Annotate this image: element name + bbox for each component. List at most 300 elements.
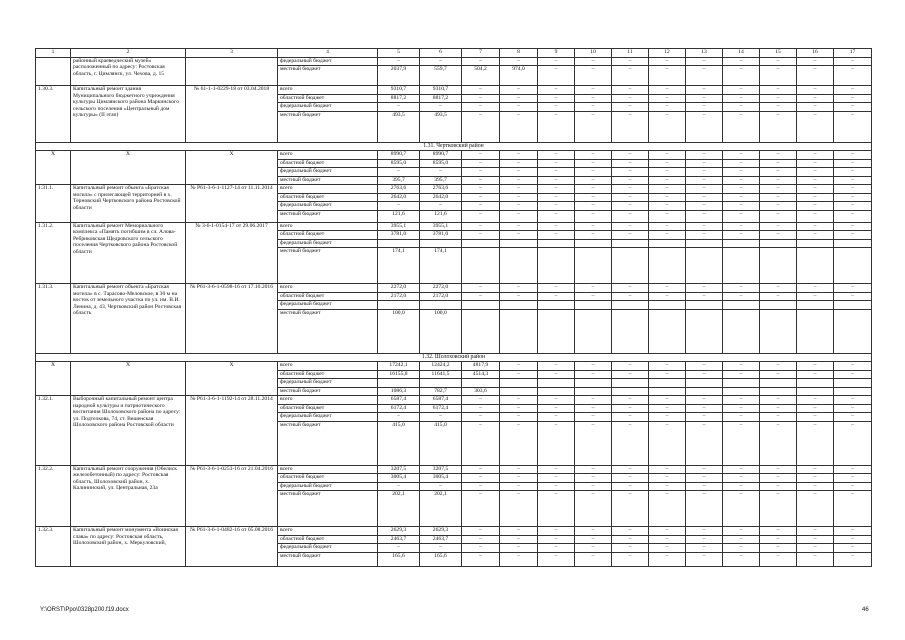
- dash-cell: –: [834, 222, 872, 231]
- dash-cell: –: [538, 168, 575, 177]
- dash-cell: –: [575, 159, 612, 168]
- dash-cell: –: [686, 535, 723, 544]
- dash-cell: –: [612, 176, 649, 185]
- x-mark: Х: [186, 151, 278, 185]
- dash-cell: –: [649, 86, 686, 95]
- dash-cell: –: [834, 482, 872, 491]
- dash-cell: –: [797, 527, 834, 536]
- amount: 2172,0: [420, 292, 462, 301]
- dash-cell: –: [797, 284, 834, 293]
- dash-cell: –: [575, 185, 612, 194]
- column-number: 15: [760, 49, 797, 58]
- amount: 2463,7: [420, 535, 462, 544]
- dash-cell: –: [649, 111, 686, 142]
- dash-cell: –: [797, 168, 834, 177]
- amount: 8817,2: [378, 94, 420, 103]
- amount: 121,6: [420, 210, 462, 222]
- empty-cell: [378, 379, 420, 388]
- column-number: 17: [834, 49, 872, 58]
- dash-cell: –: [760, 413, 797, 422]
- dash-cell: –: [612, 396, 649, 405]
- amount: 303,6: [462, 387, 500, 396]
- empty-cell: [686, 379, 723, 388]
- empty-cell: [723, 387, 760, 396]
- dash-cell: –: [538, 202, 575, 211]
- dash-cell: –: [649, 151, 686, 160]
- empty-cell: [797, 248, 834, 284]
- dash-cell: –: [500, 413, 538, 422]
- empty-cell: [575, 309, 612, 353]
- dash-cell: –: [575, 421, 612, 465]
- dash-cell: –: [760, 193, 797, 202]
- dash-cell: –: [612, 535, 649, 544]
- dash-cell: –: [612, 370, 649, 379]
- dash-cell: –: [649, 362, 686, 371]
- empty-cell: [723, 248, 760, 284]
- dash-cell: –: [500, 284, 538, 293]
- dash-cell: –: [723, 474, 760, 483]
- dash-cell: –: [612, 86, 649, 95]
- dash-cell: –: [686, 482, 723, 491]
- empty-cell: [834, 239, 872, 248]
- amount: 2763,6: [420, 185, 462, 194]
- empty-cell: [500, 239, 538, 248]
- amount: 559,7: [420, 66, 462, 86]
- amount: 4817,9: [462, 362, 500, 371]
- empty-cell: [462, 248, 500, 284]
- column-number: 12: [649, 49, 686, 58]
- dash-cell: –: [723, 202, 760, 211]
- dash-cell: –: [834, 396, 872, 405]
- budget-type: местный бюджет: [278, 491, 378, 527]
- dash-cell: –: [797, 193, 834, 202]
- dash-cell: –: [612, 159, 649, 168]
- object-description: Капитальный ремонт сооружения (Обелиск железобетонный) по адресу: Ростовская область, Шолоховский район, х. Калининский, ул. Центральная, 23а: [71, 465, 186, 527]
- dash-cell: –: [612, 111, 649, 142]
- dash-cell: –: [649, 222, 686, 231]
- dash-cell: –: [834, 535, 872, 544]
- dash-cell: –: [686, 202, 723, 211]
- column-number: 6: [420, 49, 462, 58]
- amount: 2463,7: [378, 535, 420, 544]
- empty-cell: [797, 379, 834, 388]
- dash-cell: –: [500, 292, 538, 301]
- dash-cell: –: [462, 292, 500, 301]
- object-description: Выборочный капитальный ремонт центра народной культуры и патриотического воспитания Шолоховского района по адресу: ул. Подтелкова, 74, ст. Вешенская Шолоховского района Ростовской области: [71, 396, 186, 466]
- dash-cell: –: [538, 413, 575, 422]
- dash-cell: –: [500, 176, 538, 185]
- dash-cell: –: [462, 193, 500, 202]
- amount: 2642,0: [420, 193, 462, 202]
- dash-cell: –: [760, 491, 797, 527]
- dash-cell: –: [538, 210, 575, 222]
- budget-type: местный бюджет: [278, 210, 378, 222]
- dash-cell: –: [538, 370, 575, 379]
- dash-cell: –: [760, 111, 797, 142]
- amount: 100,0: [378, 309, 420, 353]
- amount: 3781,0: [378, 231, 420, 240]
- empty-cell: [538, 309, 575, 353]
- empty-cell: [500, 379, 538, 388]
- dash-cell: –: [760, 552, 797, 566]
- amount: 493,5: [378, 111, 420, 142]
- empty-cell: [500, 301, 538, 310]
- amount: 2272,0: [378, 284, 420, 293]
- budget-type: федеральный бюджет: [278, 482, 378, 491]
- dash-cell: –: [538, 535, 575, 544]
- dash-cell: –: [538, 231, 575, 240]
- amount: 9310,7: [378, 86, 420, 95]
- dash-cell: –: [575, 94, 612, 103]
- dash-cell: –: [462, 465, 500, 474]
- dash-cell: –: [834, 404, 872, 413]
- document-number: № Р61-3-6-1-1192-14 от 28.11.2014: [186, 396, 278, 466]
- dash-cell: –: [612, 421, 649, 465]
- dash-cell: –: [575, 413, 612, 422]
- dash-cell: –: [686, 421, 723, 465]
- amount: 121,6: [378, 210, 420, 222]
- row-number: 1.30.3.: [36, 86, 71, 143]
- dash-cell: –: [834, 66, 872, 86]
- budget-type: федеральный бюджет: [278, 544, 378, 553]
- column-number: 8: [500, 49, 538, 58]
- column-number: 11: [612, 49, 649, 58]
- dash-cell: –: [834, 292, 872, 301]
- dash-cell: –: [462, 210, 500, 222]
- dash-cell: –: [797, 482, 834, 491]
- amount: 9310,7: [420, 86, 462, 95]
- budget-type: областной бюджет: [278, 535, 378, 544]
- column-number: 2: [71, 49, 186, 58]
- dash-cell: –: [575, 396, 612, 405]
- dash-cell: –: [420, 482, 462, 491]
- dash-cell: –: [462, 176, 500, 185]
- amount: 3005,4: [420, 474, 462, 483]
- dash-cell: –: [538, 66, 575, 86]
- dash-cell: –: [500, 151, 538, 160]
- dash-cell: –: [612, 544, 649, 553]
- dash-cell: –: [612, 231, 649, 240]
- column-number-row: [36, 49, 872, 58]
- x-mark: Х: [71, 151, 186, 185]
- amount: 395,7: [420, 176, 462, 185]
- dash-cell: –: [686, 103, 723, 112]
- x-mark: Х: [36, 362, 71, 396]
- amount: 3207,5: [378, 465, 420, 474]
- dash-cell: –: [649, 292, 686, 301]
- amount: 12424,2: [420, 362, 462, 371]
- dash-cell: –: [378, 482, 420, 491]
- dash-cell: –: [500, 370, 538, 379]
- dash-cell: –: [500, 193, 538, 202]
- dash-cell: –: [760, 185, 797, 194]
- x-mark: Х: [36, 151, 71, 185]
- empty-cell: [760, 301, 797, 310]
- dash-cell: –: [686, 94, 723, 103]
- dash-cell: –: [797, 474, 834, 483]
- dash-cell: –: [612, 210, 649, 222]
- dash-cell: –: [834, 103, 872, 112]
- table-row: [36, 284, 872, 293]
- dash-cell: –: [797, 491, 834, 527]
- dash-cell: –: [612, 527, 649, 536]
- dash-cell: –: [462, 535, 500, 544]
- dash-cell: –: [575, 176, 612, 185]
- dash-cell: –: [797, 210, 834, 222]
- dash-cell: –: [575, 193, 612, 202]
- amount: 8990,7: [378, 151, 420, 160]
- budget-type: федеральный бюджет: [278, 103, 378, 112]
- dash-cell: –: [760, 176, 797, 185]
- dash-cell: –: [462, 421, 500, 465]
- budget-type: всего: [278, 527, 378, 536]
- dash-cell: –: [538, 86, 575, 95]
- amount: 415,0: [378, 421, 420, 465]
- amount: 493,5: [420, 111, 462, 142]
- dash-cell: –: [686, 86, 723, 95]
- empty-cell: [538, 248, 575, 284]
- budget-type: местный бюджет: [278, 309, 378, 353]
- dash-cell: –: [686, 193, 723, 202]
- dash-cell: –: [686, 222, 723, 231]
- budget-type: всего: [278, 86, 378, 95]
- dash-cell: –: [538, 57, 575, 66]
- dash-cell: –: [723, 103, 760, 112]
- document-number: № Р61-3-6-1-0482-16 от 05.08.2016: [186, 527, 278, 567]
- dash-cell: –: [462, 396, 500, 405]
- empty-cell: [760, 248, 797, 284]
- dash-cell: –: [760, 482, 797, 491]
- budget-type: областной бюджет: [278, 94, 378, 103]
- document-number: № Р61-3-6-1-0253-16 от 21.04.2016: [186, 465, 278, 527]
- amount: 174,1: [420, 248, 462, 284]
- empty-cell: [575, 239, 612, 248]
- dash-cell: –: [723, 370, 760, 379]
- empty-cell: [420, 239, 462, 248]
- dash-cell: –: [686, 370, 723, 379]
- dash-cell: –: [797, 292, 834, 301]
- column-number: 16: [797, 49, 834, 58]
- dash-cell: –: [649, 544, 686, 553]
- dash-cell: –: [575, 535, 612, 544]
- dash-cell: –: [538, 176, 575, 185]
- dash-cell: –: [723, 94, 760, 103]
- dash-cell: –: [797, 103, 834, 112]
- budget-type: федеральный бюджет: [278, 202, 378, 211]
- x-mark: Х: [186, 362, 278, 396]
- dash-cell: –: [538, 94, 575, 103]
- dash-cell: –: [834, 202, 872, 211]
- dash-cell: –: [686, 292, 723, 301]
- amount: 202,1: [420, 491, 462, 527]
- dash-cell: –: [723, 176, 760, 185]
- amount: 6172,4: [420, 404, 462, 413]
- empty-cell: [462, 239, 500, 248]
- dash-cell: –: [538, 362, 575, 371]
- dash-cell: –: [649, 159, 686, 168]
- empty-cell: [686, 248, 723, 284]
- document-number: № Р61-3-6-1-1127-14 от 11.11.2014: [186, 185, 278, 223]
- dash-cell: –: [723, 421, 760, 465]
- dash-cell: –: [760, 284, 797, 293]
- amount: 974,0: [500, 66, 538, 86]
- empty-cell: [575, 379, 612, 388]
- dash-cell: –: [686, 396, 723, 405]
- budget-type: всего: [278, 362, 378, 371]
- dash-cell: –: [834, 552, 872, 566]
- table-row: [36, 151, 872, 160]
- empty-cell: [500, 248, 538, 284]
- column-number: 14: [723, 49, 760, 58]
- object-description: Капитальный ремонт объекта «Братская могила» в с. Тарасово-Меловское, в 30 м на восток от земельного участка по ул. им. В.И. Ленина, д. 43, Чертковский район Ростовская область: [71, 284, 186, 354]
- dash-cell: –: [760, 544, 797, 553]
- dash-cell: –: [686, 159, 723, 168]
- dash-cell: –: [575, 86, 612, 95]
- dash-cell: –: [378, 168, 420, 177]
- dash-cell: –: [686, 231, 723, 240]
- dash-cell: –: [649, 370, 686, 379]
- amount: 395,7: [378, 176, 420, 185]
- dash-cell: –: [612, 465, 649, 474]
- column-number: 7: [462, 49, 500, 58]
- dash-cell: –: [834, 544, 872, 553]
- dash-cell: –: [612, 222, 649, 231]
- dash-cell: –: [686, 284, 723, 293]
- dash-cell: –: [378, 202, 420, 211]
- dash-cell: –: [462, 491, 500, 527]
- dash-cell: –: [612, 185, 649, 194]
- dash-cell: –: [538, 159, 575, 168]
- dash-cell: –: [797, 535, 834, 544]
- dash-cell: –: [462, 57, 500, 66]
- dash-cell: –: [538, 465, 575, 474]
- dash-cell: –: [834, 413, 872, 422]
- dash-cell: –: [760, 474, 797, 483]
- dash-cell: –: [686, 491, 723, 527]
- dash-cell: –: [575, 552, 612, 566]
- empty-cell: [686, 239, 723, 248]
- dash-cell: –: [538, 396, 575, 405]
- dash-cell: –: [575, 474, 612, 483]
- dash-cell: –: [538, 193, 575, 202]
- dash-cell: –: [723, 362, 760, 371]
- document-number: № 61-1-1-0229-18 от 03.04.2018: [186, 86, 278, 143]
- dash-cell: –: [420, 168, 462, 177]
- dash-cell: –: [760, 421, 797, 465]
- dash-cell: –: [797, 202, 834, 211]
- dash-cell: –: [420, 103, 462, 112]
- budget-type: областной бюджет: [278, 231, 378, 240]
- dash-cell: –: [649, 465, 686, 474]
- empty-cell: [686, 309, 723, 353]
- dash-cell: –: [462, 159, 500, 168]
- dash-cell: –: [834, 231, 872, 240]
- budget-type: федеральный бюджет: [278, 57, 378, 66]
- dash-cell: –: [686, 404, 723, 413]
- dash-cell: –: [723, 535, 760, 544]
- dash-cell: –: [612, 193, 649, 202]
- dash-cell: –: [649, 66, 686, 86]
- amount: 8817,2: [420, 94, 462, 103]
- column-number: 3: [186, 49, 278, 58]
- dash-cell: –: [500, 159, 538, 168]
- row-number: 1.32.2.: [36, 465, 71, 527]
- dash-cell: –: [649, 404, 686, 413]
- dash-cell: –: [723, 396, 760, 405]
- dash-cell: –: [723, 413, 760, 422]
- dash-cell: –: [612, 482, 649, 491]
- amount: 8595,0: [378, 159, 420, 168]
- dash-cell: –: [462, 94, 500, 103]
- empty-cell: [649, 387, 686, 396]
- dash-cell: –: [760, 362, 797, 371]
- amount: 3207,5: [420, 465, 462, 474]
- budget-type: областной бюджет: [278, 193, 378, 202]
- amount: 2629,3: [420, 527, 462, 536]
- budget-type: областной бюджет: [278, 159, 378, 168]
- row-number: 1.31.3.: [36, 284, 71, 354]
- dash-cell: –: [834, 465, 872, 474]
- dash-cell: –: [760, 202, 797, 211]
- amount: 2272,0: [420, 284, 462, 293]
- dash-cell: –: [500, 404, 538, 413]
- dash-cell: –: [797, 94, 834, 103]
- section-title: 1.31. Чертковский район: [36, 142, 872, 151]
- dash-cell: –: [834, 284, 872, 293]
- dash-cell: –: [723, 465, 760, 474]
- dash-cell: –: [575, 404, 612, 413]
- dash-cell: –: [649, 421, 686, 465]
- dash-cell: –: [538, 284, 575, 293]
- dash-cell: –: [834, 362, 872, 371]
- object-description: Капитальный ремонт монумента «Воинская слава» по адресу: Ростовская область, Шолоховский район, х. Меркуловский,: [71, 527, 186, 567]
- section-title-row: [36, 353, 872, 362]
- dash-cell: –: [462, 151, 500, 160]
- dash-cell: –: [760, 168, 797, 177]
- dash-cell: –: [723, 168, 760, 177]
- dash-cell: –: [834, 185, 872, 194]
- dash-cell: –: [797, 421, 834, 465]
- dash-cell: –: [612, 413, 649, 422]
- dash-cell: –: [649, 527, 686, 536]
- dash-cell: –: [500, 527, 538, 536]
- amount: 2037,9: [378, 66, 420, 86]
- dash-cell: –: [538, 292, 575, 301]
- dash-cell: –: [500, 210, 538, 222]
- dash-cell: –: [797, 465, 834, 474]
- dash-cell: –: [462, 474, 500, 483]
- dash-cell: –: [834, 159, 872, 168]
- dash-cell: –: [834, 168, 872, 177]
- amount: 6172,4: [378, 404, 420, 413]
- dash-cell: –: [500, 491, 538, 527]
- dash-cell: –: [575, 482, 612, 491]
- empty-cell: [649, 309, 686, 353]
- object-description: Капитальный ремонт здания Муниципального бюджетного учреждения культуры Цимлянского района Маркинского сельского поселения «Центральный дом культуры» (II этап): [71, 86, 186, 143]
- dash-cell: –: [723, 527, 760, 536]
- dash-cell: –: [612, 404, 649, 413]
- budget-type: всего: [278, 396, 378, 405]
- dash-cell: –: [500, 103, 538, 112]
- dash-cell: –: [538, 151, 575, 160]
- empty-cell: [500, 309, 538, 353]
- dash-cell: –: [760, 151, 797, 160]
- dash-cell: –: [723, 57, 760, 66]
- empty-cell: [575, 248, 612, 284]
- empty-cell: [538, 387, 575, 396]
- document-number: [186, 57, 278, 86]
- empty-cell: [834, 379, 872, 388]
